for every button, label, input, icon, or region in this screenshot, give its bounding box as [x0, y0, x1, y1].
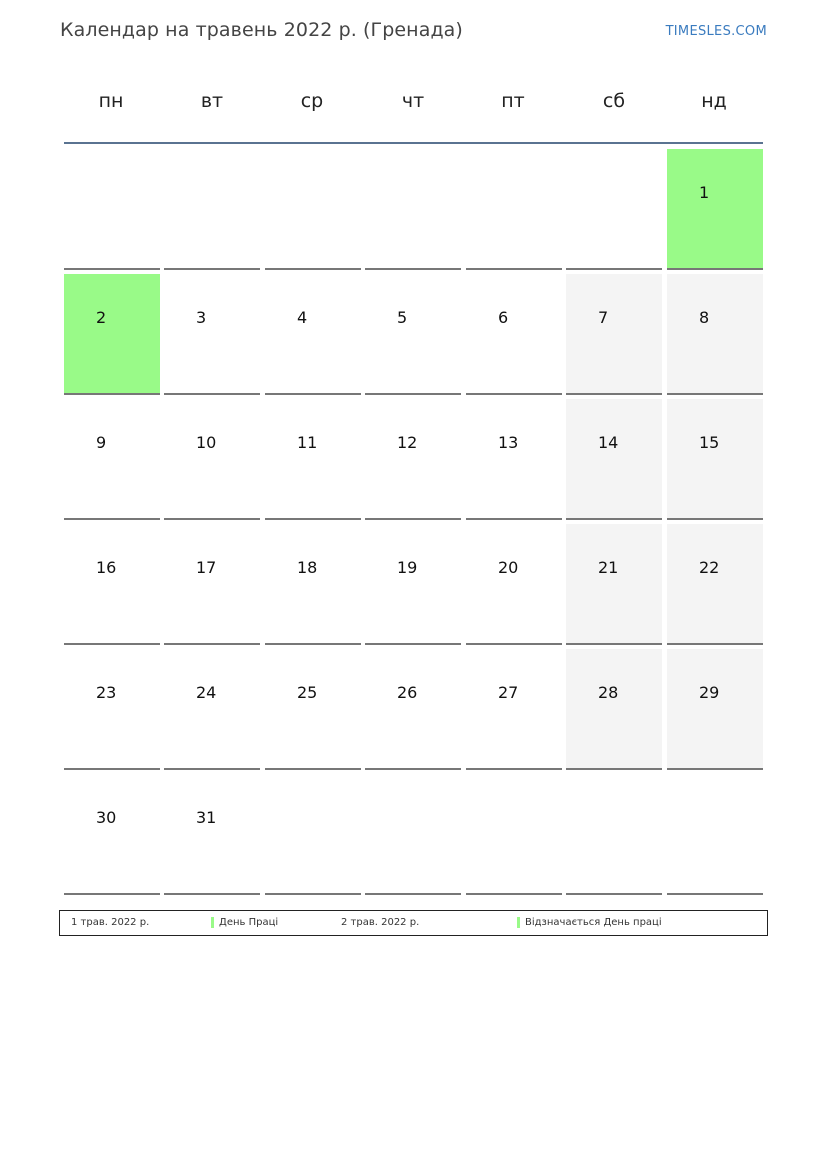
weekday-sun: нд [701, 90, 727, 112]
day-cell [64, 399, 160, 520]
day-number: 31 [196, 808, 217, 827]
day-cell [64, 649, 160, 770]
empty-day-cell [466, 149, 562, 270]
day-number: 27 [498, 683, 519, 702]
header-divider [64, 142, 763, 144]
day-number: 18 [297, 558, 318, 577]
day-number: 5 [397, 308, 408, 327]
empty-day-cell [566, 149, 662, 270]
weekday-fri: пт [501, 90, 525, 112]
empty-day-cell [64, 149, 160, 270]
day-number: 12 [397, 433, 418, 452]
day-number: 22 [699, 558, 720, 577]
legend-date-2: 2 трав. 2022 р. [341, 917, 420, 928]
day-cell [64, 274, 160, 395]
empty-day-cell [667, 774, 763, 895]
day-number: 6 [498, 308, 509, 327]
day-cell [164, 274, 260, 395]
weekday-tue: вт [200, 90, 224, 112]
day-cell [365, 274, 461, 395]
day-number: 25 [297, 683, 318, 702]
day-number: 15 [699, 433, 720, 452]
day-cell [265, 274, 361, 395]
day-number: 1 [699, 183, 710, 202]
day-number: 3 [196, 308, 207, 327]
empty-day-cell [365, 149, 461, 270]
day-cell [466, 524, 562, 645]
day-cell [265, 399, 361, 520]
day-number: 14 [598, 433, 619, 452]
day-cell [365, 399, 461, 520]
day-number: 28 [598, 683, 619, 702]
legend-name-2: Відзначається День праці [525, 917, 662, 928]
day-number: 21 [598, 558, 619, 577]
day-cell [265, 524, 361, 645]
day-number: 29 [699, 683, 720, 702]
day-cell [64, 524, 160, 645]
day-number: 4 [297, 308, 308, 327]
day-cell [667, 399, 763, 520]
day-number: 2 [96, 308, 107, 327]
day-number: 8 [699, 308, 710, 327]
page-title: Календар на травень 2022 р. (Гренада) [60, 19, 463, 41]
day-cell [164, 649, 260, 770]
day-number: 7 [598, 308, 609, 327]
day-cell [164, 524, 260, 645]
empty-day-cell [265, 149, 361, 270]
day-cell [466, 274, 562, 395]
site-link[interactable]: TIMESLES.COM [665, 24, 767, 39]
day-number: 11 [297, 433, 318, 452]
day-number: 19 [397, 558, 418, 577]
day-cell [667, 649, 763, 770]
day-cell [566, 399, 662, 520]
day-cell [466, 399, 562, 520]
empty-day-cell [466, 774, 562, 895]
day-cell [164, 399, 260, 520]
day-cell [566, 649, 662, 770]
day-cell [164, 774, 260, 895]
day-number: 9 [96, 433, 107, 452]
holiday-marker [517, 917, 520, 928]
day-cell [365, 649, 461, 770]
day-cell [365, 524, 461, 645]
weekday-sat: сб [602, 90, 626, 112]
holiday-marker [211, 917, 214, 928]
empty-day-cell [365, 774, 461, 895]
day-cell [566, 524, 662, 645]
day-cell [667, 524, 763, 645]
empty-day-cell [566, 774, 662, 895]
empty-day-cell [164, 149, 260, 270]
weekday-wed: ср [300, 90, 324, 112]
empty-day-cell [265, 774, 361, 895]
legend-name-1: День Праці [219, 917, 279, 928]
day-number: 30 [96, 808, 117, 827]
day-cell [64, 774, 160, 895]
day-number: 16 [96, 558, 117, 577]
day-number: 10 [196, 433, 217, 452]
day-cell [667, 274, 763, 395]
day-cell [667, 149, 763, 270]
day-cell [566, 274, 662, 395]
day-number: 13 [498, 433, 519, 452]
day-number: 17 [196, 558, 217, 577]
legend-date-1: 1 трав. 2022 р. [71, 917, 150, 928]
day-cell [265, 649, 361, 770]
holiday-legend [59, 910, 768, 936]
day-number: 24 [196, 683, 217, 702]
weekday-header-row [63, 90, 763, 120]
weekday-thu: чт [401, 90, 425, 112]
day-cell [466, 649, 562, 770]
day-number: 23 [96, 683, 117, 702]
day-number: 20 [498, 558, 519, 577]
weekday-mon: пн [98, 90, 124, 112]
day-number: 26 [397, 683, 418, 702]
